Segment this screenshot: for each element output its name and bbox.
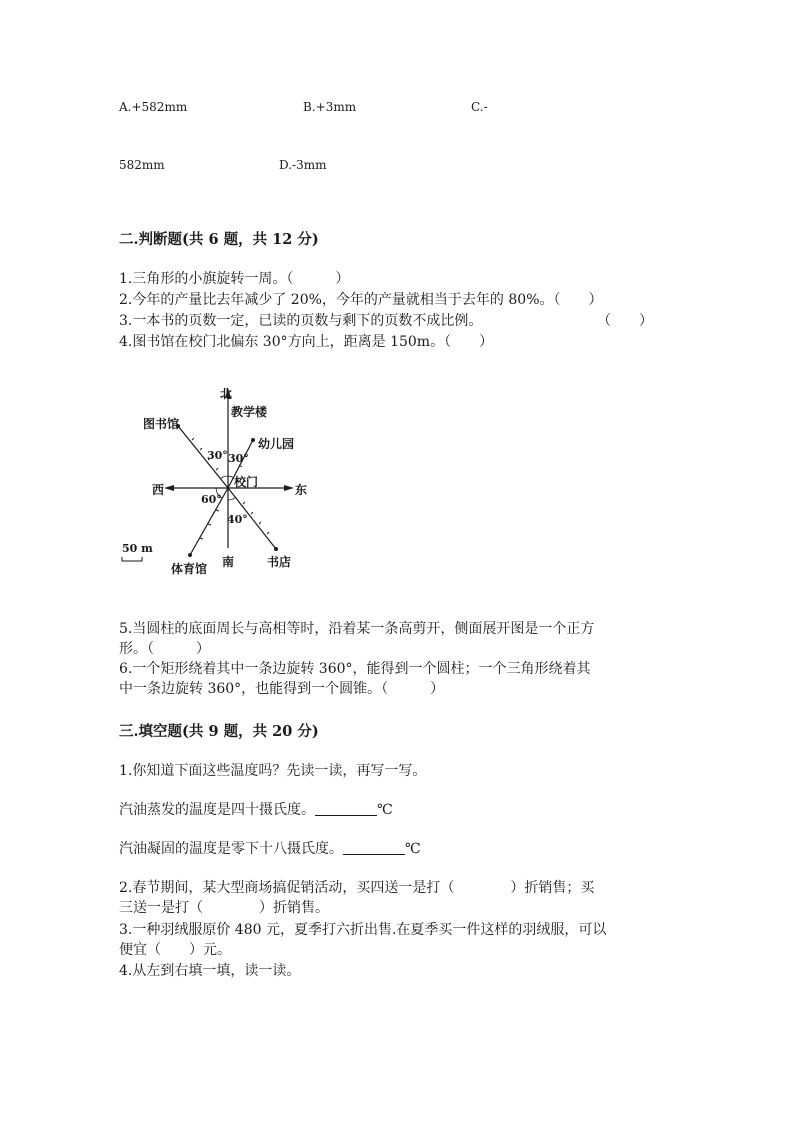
unit-celsius-2: ℃	[405, 841, 421, 857]
s3-question-3-line-1: 3.一种羽绒服原价 480 元，夏季打六折出售.在夏季买一件这样的羽绒服，可以	[119, 922, 607, 938]
scale-bar	[122, 557, 142, 561]
s3-question-4: 4.从左到右填一填，读一读。	[119, 963, 301, 979]
angle-arc-nw	[220, 476, 228, 479]
label-angle-a: 30°	[207, 449, 228, 462]
s3-question-2-line-2: 三送一是打（ ）折销售。	[119, 900, 329, 916]
s3-question-1b-text: 汽油凝固的温度是零下十八摄氏度。	[119, 841, 343, 857]
s2-question-2: 2.今年的产量比去年减少了 20%，今年的产量就相当于去年的 80%。（ ）	[119, 292, 603, 308]
answer-blank-2[interactable]	[343, 840, 405, 855]
option-a: A.+582mm	[119, 100, 188, 114]
label-bookstore: 书店	[267, 555, 292, 569]
s3-question-1: 1.你知道下面这些温度吗？先读一读，再写一写。	[119, 763, 427, 779]
label-school-gate: 校门	[234, 475, 259, 489]
s2-question-5-line-1: 5.当圆柱的底面周长与高相等时，沿着某一条高剪开，侧面展开图是一个正方	[119, 621, 595, 637]
gym-point	[188, 553, 192, 557]
kindergarten-point	[251, 438, 255, 442]
answer-blank-1[interactable]	[315, 801, 377, 816]
option-d: D.-3mm	[279, 158, 327, 172]
bookstore-point	[274, 547, 278, 551]
direction-diagram	[110, 378, 320, 578]
s3-question-1a-text: 汽油蒸发的温度是四十摄氏度。	[119, 802, 315, 818]
label-angle-d: 40°	[227, 513, 248, 526]
s3-question-1a	[119, 800, 393, 820]
east-arrow	[284, 485, 294, 491]
label-north: 北	[220, 387, 233, 401]
option-b: B.+3mm	[303, 100, 357, 114]
s2-question-3: 3.一本书的页数一定，已读的页数与剩下的页数不成比例。	[119, 313, 483, 329]
s3-question-2-line-1: 2.春节期间，某大型商场搞促销活动，买四送一是打（ ）折销售；买	[119, 880, 595, 896]
option-c: C.-	[471, 100, 488, 114]
label-kindergarten: 幼儿园	[258, 437, 295, 451]
label-angle-b: 30°	[228, 452, 249, 465]
s3-question-3-line-2: 便宜（ ）元。	[119, 942, 231, 958]
s2-question-1: 1.三角形的小旗旋转一周。（ ）	[119, 271, 350, 287]
s2-question-6-line-1: 6.一个矩形绕着其中一条边旋转 360°，能得到一个圆柱；一个三角形绕着其	[119, 661, 591, 677]
section-2-title: 二.判断题(共 6 题，共 12 分)	[119, 231, 319, 248]
west-arrow	[164, 485, 174, 491]
section-3-title: 三.填空题(共 9 题，共 20 分)	[119, 723, 319, 740]
option-c-continuation: 582mm	[119, 158, 165, 172]
label-gym: 体育馆	[171, 562, 208, 576]
label-east: 东	[295, 483, 308, 497]
label-teaching-building: 教学楼	[231, 405, 268, 419]
s2-question-6-line-2: 中一条边旋转 360°，也能得到一个圆锥。（ ）	[119, 681, 445, 697]
label-scale: 50 m	[122, 542, 153, 555]
label-angle-c: 60°	[201, 493, 222, 506]
s2-question-5-line-2: 形。（ ）	[119, 641, 210, 657]
s3-question-1b	[119, 839, 421, 859]
s2-question-4: 4.图书馆在校门北偏东 30°方向上，距离是 150m。（ ）	[119, 334, 494, 350]
label-library: 图书馆	[143, 417, 180, 431]
s2-question-3-paren: （ ）	[597, 313, 653, 329]
label-south: 南	[222, 555, 235, 569]
unit-celsius-1: ℃	[377, 802, 393, 818]
label-west: 西	[152, 483, 165, 497]
